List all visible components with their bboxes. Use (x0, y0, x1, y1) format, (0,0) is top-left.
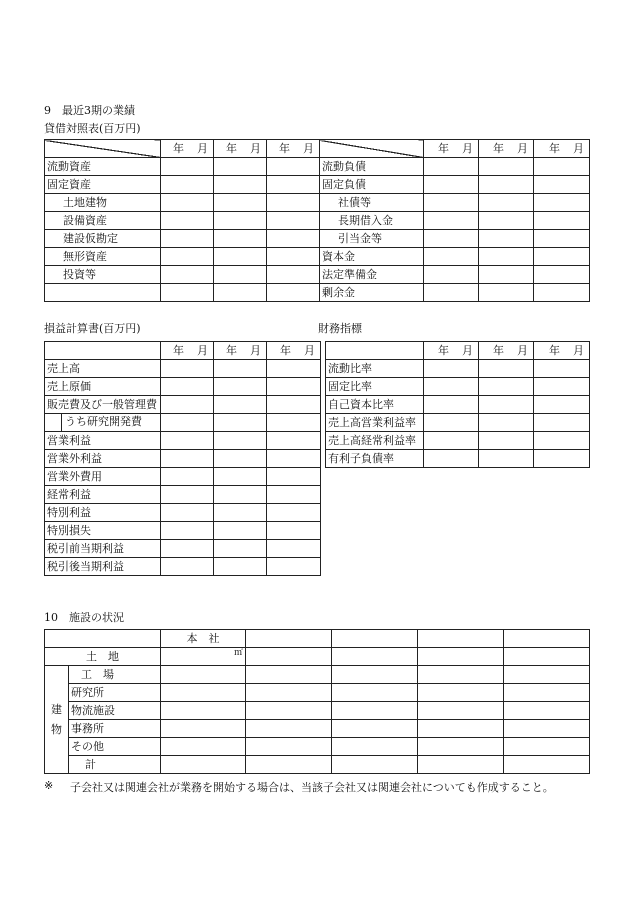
financial-indicators-title: 財務指標 (318, 322, 362, 335)
table-row (45, 648, 590, 666)
bs-asset-label (45, 284, 161, 302)
fi-year-month-header: 年 月 (534, 342, 590, 360)
table-row (45, 468, 321, 486)
building-row-label: 工 場 (69, 666, 161, 684)
table-row (326, 396, 590, 414)
table-row (45, 558, 321, 576)
building-row-label: 事務所 (69, 720, 161, 738)
pl-row-label: 営業外利益 (45, 450, 161, 468)
bs-year-month-header: 年 月 (479, 140, 534, 158)
table-row (45, 230, 590, 248)
table-row (326, 414, 590, 432)
table-row (45, 432, 321, 450)
pl-row-label: 特別損失 (45, 522, 161, 540)
bs-liability-label: 固定負債 (320, 176, 424, 194)
bs-diagonal-cell-left (45, 140, 161, 158)
pl-row-label: 販売費及び一般管理費 (45, 396, 161, 414)
balance-sheet-table (44, 139, 590, 302)
fi-year-month-header: 年 月 (424, 342, 479, 360)
fi-row-label: 有利子負債率 (326, 450, 424, 468)
table-row (326, 360, 590, 378)
bs-asset-label: 無形資産 (45, 248, 161, 266)
table-row (45, 540, 321, 558)
bs-year-month-header: 年 月 (424, 140, 479, 158)
table-row (45, 176, 590, 194)
honsha-header: 本 社 (161, 630, 246, 648)
income-statement-table (44, 341, 321, 576)
bs-year-month-header: 年 月 (214, 140, 267, 158)
bs-asset-label: 設備資産 (45, 212, 161, 230)
bs-liability-label: 流動負債 (320, 158, 424, 176)
note-mark: ※ (44, 779, 54, 792)
bs-liability-label: 引当金等 (320, 230, 424, 248)
bs-liability-label: 社債等 (320, 194, 424, 212)
pl-row-label: 売上原価 (45, 378, 161, 396)
pl-year-month-header: 年 月 (161, 342, 214, 360)
bs-liability-label: 長期借入金 (320, 212, 424, 230)
building-row-label: 研究所 (69, 684, 161, 702)
financial-indicators-table (325, 341, 590, 468)
bs-liability-label: 資本金 (320, 248, 424, 266)
bs-year-month-header: 年 月 (267, 140, 320, 158)
facilities-header-row (45, 630, 590, 648)
table-row (45, 486, 321, 504)
table-row (45, 266, 590, 284)
pl-row-label: 営業外費用 (45, 468, 161, 486)
table-row (45, 284, 590, 302)
table-row (45, 702, 590, 720)
table-row (45, 450, 321, 468)
table-row (45, 378, 321, 396)
table-row (45, 194, 590, 212)
table-row (45, 414, 321, 432)
table-row (45, 666, 590, 684)
pl-row-label: 税引前当期利益 (45, 540, 161, 558)
pl-year-month-header: 年 月 (214, 342, 267, 360)
section9-heading: 9 最近3期の業績 (44, 104, 135, 117)
fi-row-label: 流動比率 (326, 360, 424, 378)
income-statement-title: 損益計算書(百万円) (44, 322, 141, 335)
balance-sheet-title: 貸借対照表(百万円) (44, 122, 141, 135)
table-row (45, 396, 321, 414)
pl-row-label: 経常利益 (45, 486, 161, 504)
pl-row-label: 売上高 (45, 360, 161, 378)
building-row-label: 物流施設 (69, 702, 161, 720)
fi-row-label: 売上高営業利益率 (326, 414, 424, 432)
facilities-table (44, 629, 590, 774)
bs-diagonal-cell-right (320, 140, 424, 158)
bs-asset-label: 固定資産 (45, 176, 161, 194)
pl-row-label: うち研究開発費 (61, 414, 160, 431)
table-row (45, 756, 590, 774)
table-row (326, 450, 590, 468)
fi-row-label: 自己資本比率 (326, 396, 424, 414)
building-row-label: 計 (69, 756, 161, 774)
table-row (45, 684, 590, 702)
pl-row-label: 税引後当期利益 (45, 558, 161, 576)
bs-asset-label: 土地建物 (45, 194, 161, 212)
table-row (45, 212, 590, 230)
bs-liability-label: 剰余金 (320, 284, 424, 302)
bs-year-month-header: 年 月 (161, 140, 214, 158)
fi-year-month-header: 年 月 (479, 342, 534, 360)
pl-year-month-header: 年 月 (267, 342, 321, 360)
pl-header-row (45, 342, 321, 360)
fi-header-row (326, 342, 590, 360)
bs-asset-label: 建設仮勘定 (45, 230, 161, 248)
table-row (326, 378, 590, 396)
table-row (45, 360, 321, 378)
table-row (45, 522, 321, 540)
square-meter-unit: ㎡ (161, 648, 246, 666)
bs-asset-label: 投資等 (45, 266, 161, 284)
pl-row-label: 特別利益 (45, 504, 161, 522)
bs-header-row (45, 140, 590, 158)
fi-row-label: 固定比率 (326, 378, 424, 396)
fi-row-label: 売上高経常利益率 (326, 432, 424, 450)
bs-asset-label: 流動資産 (45, 158, 161, 176)
building-label: 建 物 (45, 666, 69, 774)
table-row (45, 720, 590, 738)
table-row (326, 432, 590, 450)
section10-heading: 10 施設の状況 (44, 611, 124, 624)
pl-row-label: 営業利益 (45, 432, 161, 450)
land-label: 土 地 (45, 648, 161, 666)
table-row (45, 738, 590, 756)
building-row-label: その他 (69, 738, 161, 756)
bs-liability-label: 法定準備金 (320, 266, 424, 284)
table-row (45, 158, 590, 176)
table-row (45, 248, 590, 266)
table-row (45, 504, 321, 522)
note-text: 子会社又は関連会社が業務を開始する場合は、当該子会社又は関連会社についても作成すること。 (70, 781, 554, 794)
bs-year-month-header: 年 月 (534, 140, 590, 158)
